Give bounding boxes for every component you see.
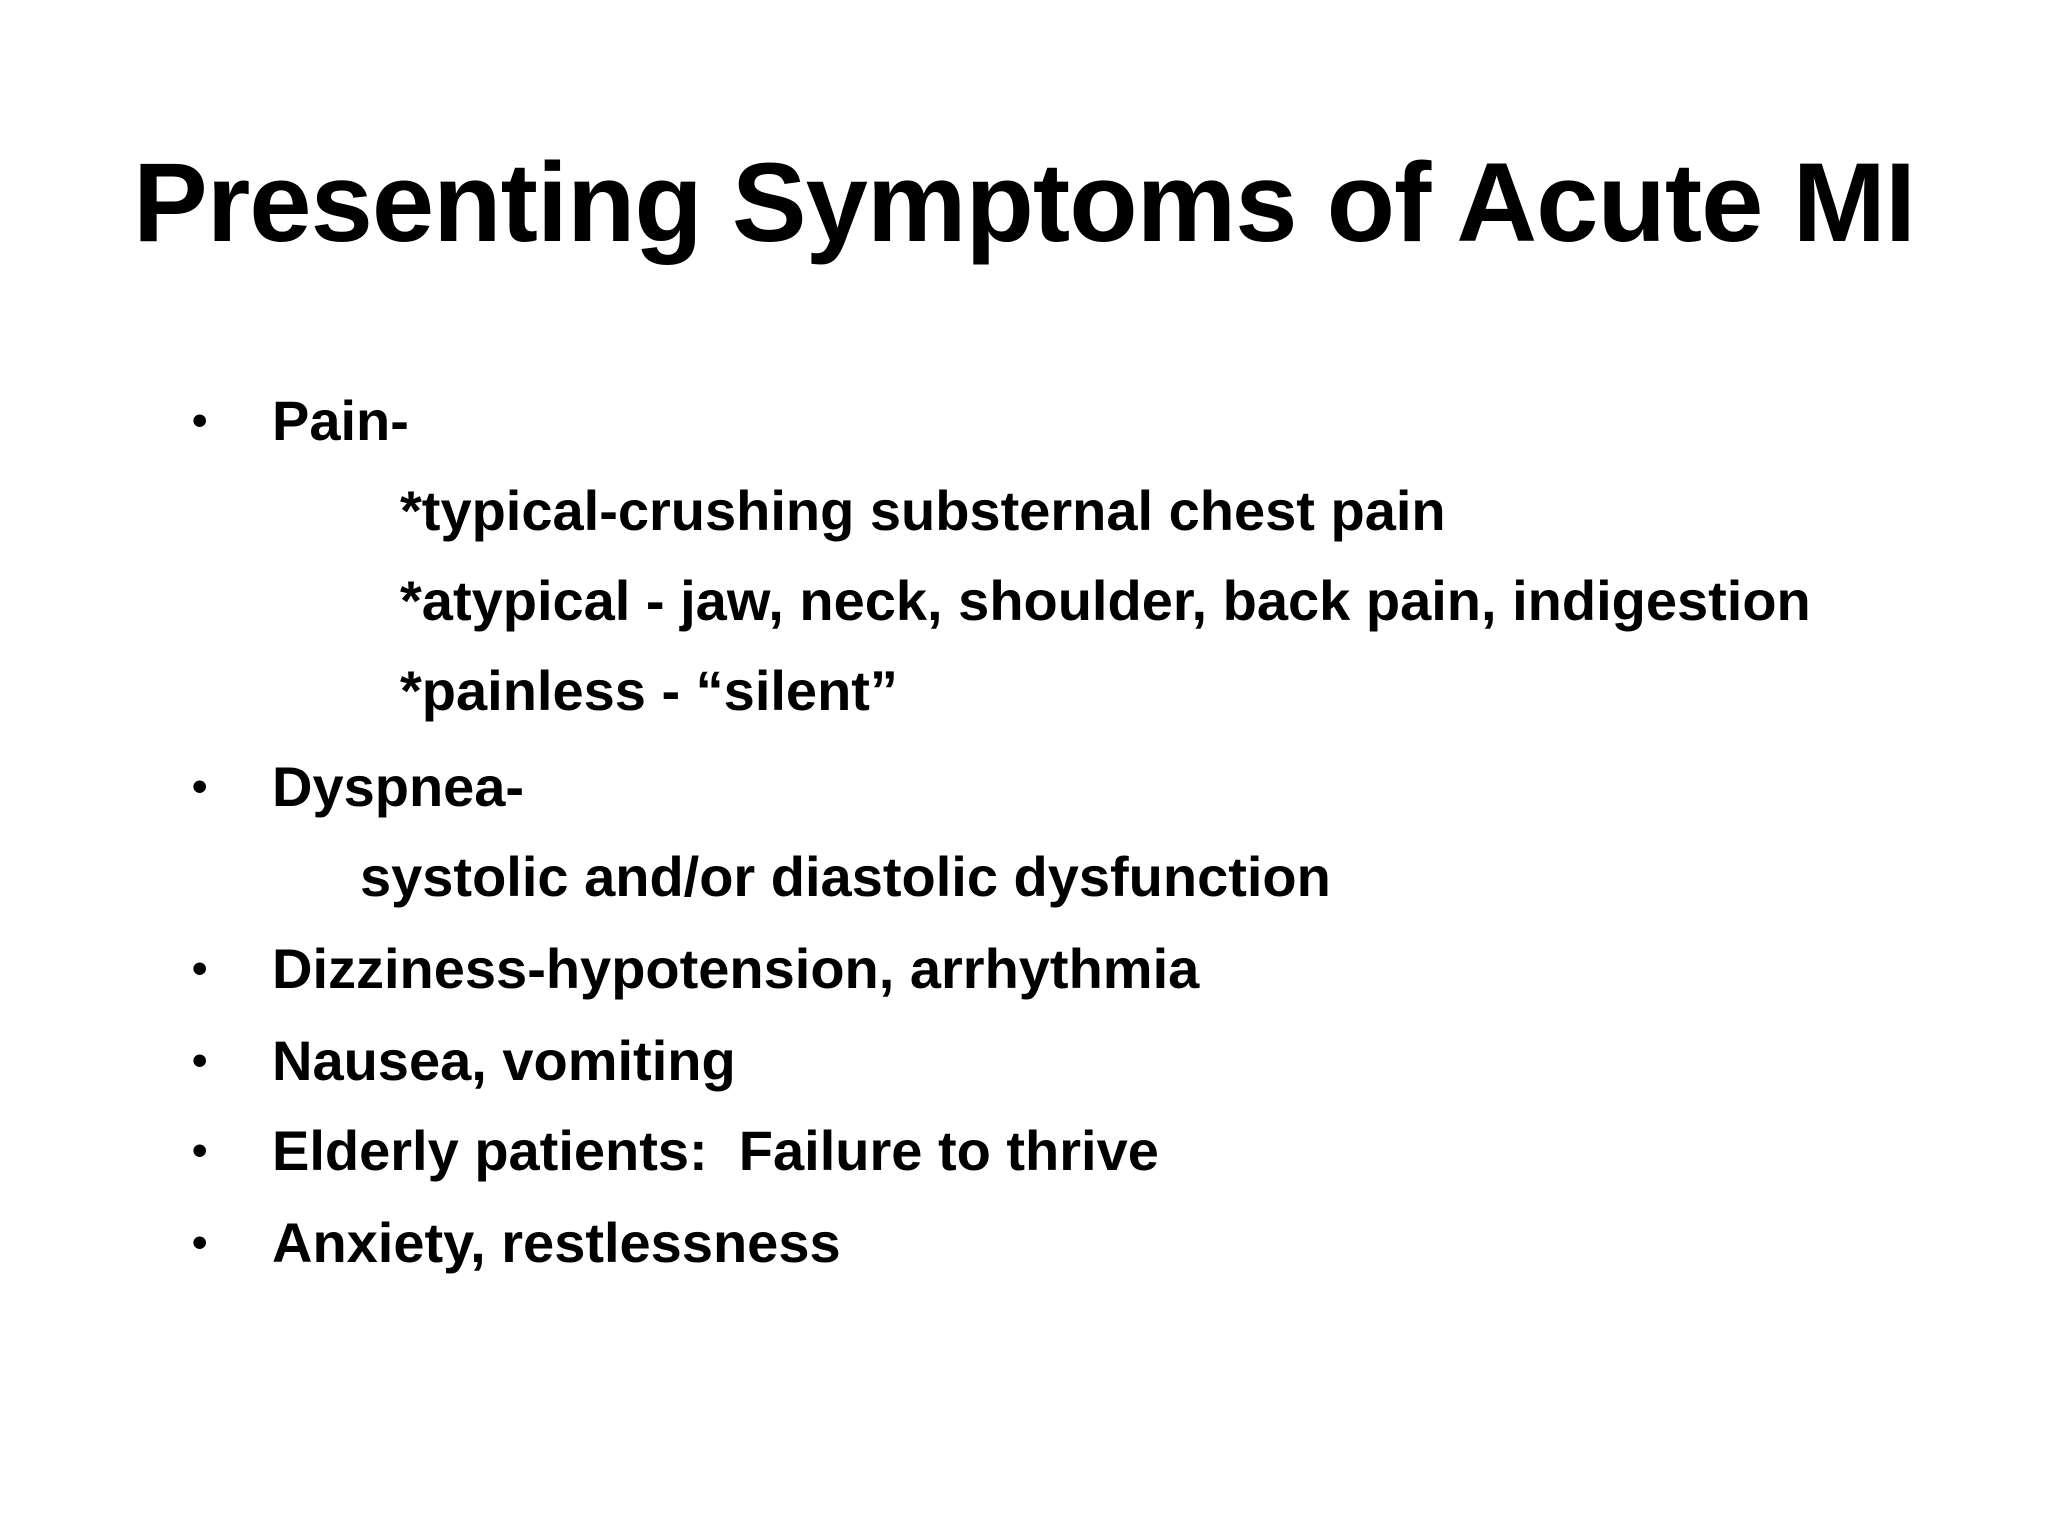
bullet-item-nausea: Nausea, vomiting xyxy=(272,1029,736,1092)
bullet-item-pain: Pain- xyxy=(272,389,409,452)
bullet-marker: • xyxy=(192,1036,208,1085)
slide-title: Presenting Symptoms of Acute MI xyxy=(133,140,1915,265)
bullet-item-dizziness: Dizziness-hypotension, arrhythmia xyxy=(272,937,1200,1000)
sub-item-typical: *typical-crushing substernal chest pain xyxy=(400,479,1446,542)
bullet-item-elderly: Elderly patients: Failure to thrive xyxy=(272,1119,1159,1182)
sub-item-atypical: *atypical - jaw, neck, shoulder, back pain, indigestion xyxy=(400,569,1811,632)
sub-item-painless: *painless - “silent” xyxy=(400,659,898,722)
bullet-item-anxiety: Anxiety, restlessness xyxy=(272,1211,841,1274)
bullet-marker: • xyxy=(192,762,208,811)
sub-item-dysfunction: systolic and/or diastolic dysfunction xyxy=(360,845,1331,908)
bullet-marker: • xyxy=(192,396,208,445)
bullet-marker: • xyxy=(192,1126,208,1175)
bullet-item-dyspnea: Dyspnea- xyxy=(272,755,525,818)
bullet-marker: • xyxy=(192,944,208,993)
bullet-marker: • xyxy=(192,1218,208,1267)
